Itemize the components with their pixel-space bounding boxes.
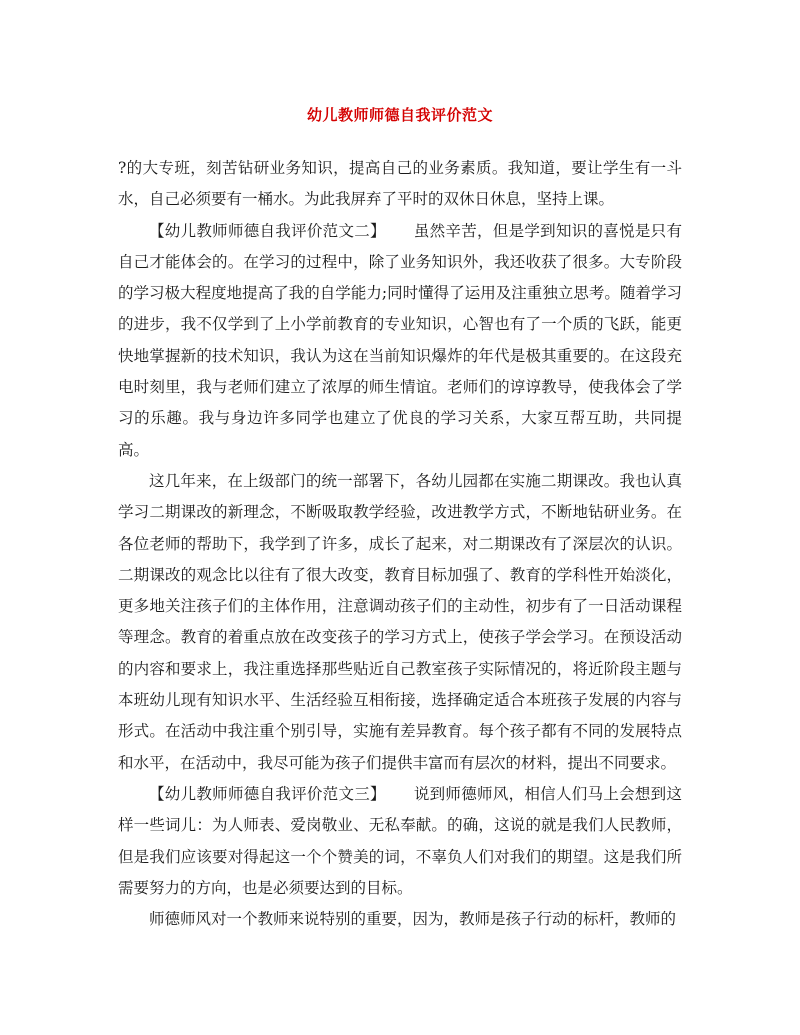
paragraph-5 [118, 904, 682, 935]
section-label: 【幼儿教师师德自我评价范文二】 [149, 221, 386, 240]
section-label: 【幼儿教师师德自我评价范文三】 [149, 784, 386, 803]
paragraph-text: 说到师德师风，相信人们马上会想到这样一些词儿：为人师表、爱岗敬业、无私奉献。的确，这说的就是我们人民教师，但是我们应该要对得起这一个个赞美的词，不辜负人们对我们的期望。这是我们所需要努力的方向，也是必须要达到的目标。 [118, 784, 682, 897]
paragraph-3 [118, 466, 682, 779]
paragraph-2 [118, 216, 682, 466]
paragraph-text: 这几年来，在上级部门的统一部署下，各幼儿园都在实施二期课改。我也认真学习二期课改的新理念，不断吸取教学经验，改进教学方式，不断地钻研业务。在各位老师的帮助下，我学到了许多，成长了起来，对二期课改有了深层次的认识。二期课改的观念比以往有了很大改变，教育目标加强了、教育的学科性开始淡化，更多地关注孩子们的主体作用，注意调动孩子们的主动性，初步有了一日活动课程等理念。教育的着重点放在改变孩子的学习方式上，使孩子学会学习。在预设活动的内容和要求上，我注重选择那些贴近自己教室孩子实际情况的，将近阶段主题与本班幼儿现有知识水平、生活经验互相衔接，选择确定适合本班孩子发展的内容与形式。在活动中我注重个别引导，实施有差异教育。每个孩子都有不同的发展特点和水平，在活动中，我尽可能为孩子们提供丰富而有层次的材料，提出不同要求。 [118, 471, 682, 772]
paragraph-4 [118, 779, 682, 904]
paragraph-text: 师德师风对一个教师来说特别的重要，因为，教师是孩子行动的标杆，教师的 [149, 910, 677, 929]
document-title: 幼儿教师师德自我评价范文 [306, 106, 493, 124]
paragraph-text: ?的大专班，刻苦钻研业务知识，提高自己的业务素质。我知道，要让学生有一斗水，自己必须要有一桶水。为此我屏弃了平时的双休日休息，坚持上课。 [118, 159, 682, 209]
paragraph-text: 虽然辛苦，但是学到知识的喜悦是只有自己才能体会的。在学习的过程中，除了业务知识外，我还收获了很多。大专阶段的学习极大程度地提高了我的自学能力;同时懂得了运用及注重独立思考。随着学习的进步，我不仅学到了上小学前教育的专业知识，心智也有了一个质的飞跃，能更快地掌握新的技术知识，我认为这在当前知识爆炸的年代是极其重要的。在这段充电时刻里，我与老师们建立了浓厚的师生情谊。老师们的谆谆教导，使我体会了学习的乐趣。我与身边许多同学也建立了优良的学习关系，大家互帮互助，共同提高。 [118, 221, 682, 459]
paragraph-1 [118, 153, 682, 216]
